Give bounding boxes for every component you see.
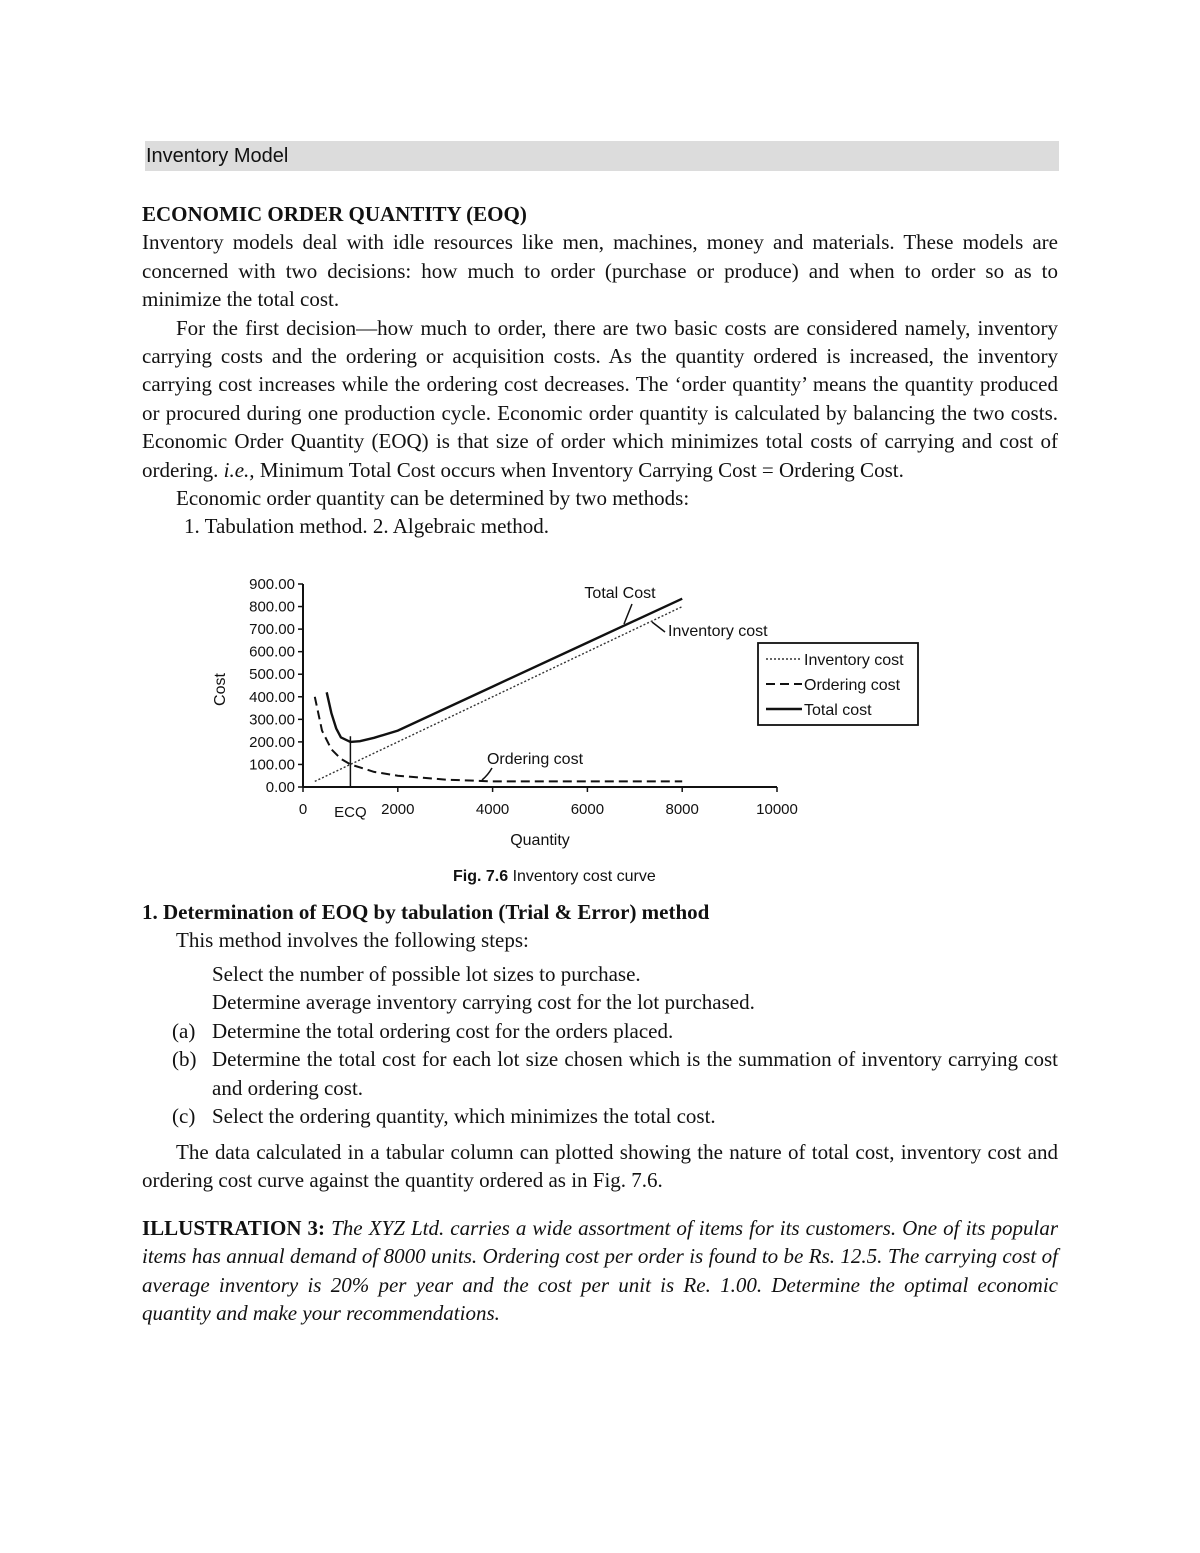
legend-entry: Inventory cost: [804, 652, 904, 669]
ecq-label: ECQ: [334, 804, 367, 821]
eoq-intro: [142, 200, 1058, 541]
step-marker: (b): [172, 1047, 197, 1072]
methods-list: 1. Tabulation method. 2. Algebraic method.: [184, 514, 549, 539]
method1-section: [142, 898, 1058, 955]
x-tick-label: 10000: [756, 801, 798, 818]
figure-caption: [453, 868, 656, 886]
illustration-text: The XYZ Ltd. carries a wide assortment of items for its customers. One of its popular items has annual demand of 8000 units. Ordering cost per order is found to be Rs. 12.5. The carrying cost of average inventory is 20% per year and the cost per unit is Re. 1.00. Determine the optimal economic quantity and make your recommendations.: [142, 1216, 1059, 1326]
step-item: [142, 1045, 1058, 1102]
paragraph-2-ie: i.e.,: [223, 457, 255, 482]
y-tick-label: 200.00: [249, 733, 295, 751]
annotation-inventory-cost-pointer: [652, 622, 665, 632]
step-text: Determine the total cost for each lot size chosen which is the summation of inventory carrying cost and ordering cost.: [212, 1047, 1058, 1100]
chart-legend: [758, 643, 918, 725]
figure-caption-label: Fig. 7.6: [453, 868, 509, 885]
annotation-total-cost-pointer: [624, 604, 632, 624]
y-tick-label: 100.00: [249, 756, 295, 774]
method1-steps: [142, 960, 1058, 1130]
paragraph-3: Economic order quantity can be determined by two methods:: [176, 486, 690, 511]
paragraph-2-part-a: For the first decision—how much to order, there are two basic costs are considered namely, inventory carrying costs and the ordering or acquisition costs. As the quantity ordered is increased, the inventory carrying cost increases while the ordering cost decreases. The ‘order quantity’ means the quantity produced or procured during one production cycle. Economic order quantity is calculated by balancing the two costs. Economic Order Quantity (EOQ) is that size of order which minimizes total costs of carrying and cost of ordering.: [142, 315, 1058, 482]
annotation-ordering-cost: Ordering cost: [486, 751, 584, 768]
paragraph-2-part-b: Minimum Total Cost occurs when Inventory Carrying Cost = Ordering Cost.: [254, 457, 904, 482]
y-tick-label: 800.00: [249, 598, 295, 616]
annotation-total-cost: Total Cost: [584, 585, 656, 602]
y-tick-label: 300.00: [249, 711, 295, 729]
y-axis-title: Cost: [212, 673, 229, 706]
annotation-ordering-cost-pointer: [482, 768, 492, 780]
x-tick-label: 4000: [475, 801, 510, 818]
x-axis-title: Quantity: [510, 832, 570, 849]
y-tick-label: 600.00: [249, 643, 295, 661]
y-tick-label: 700.00: [249, 621, 295, 639]
figure-caption-text: Inventory cost curve: [512, 868, 656, 885]
inventory-cost-chart: [200, 570, 960, 890]
annotation-inventory-cost: Inventory cost: [668, 623, 768, 640]
method1-closing-text: The data calculated in a tabular column can plotted showing the nature of total cost, inventory cost and ordering cost curve against the quantity ordered as in Fig. 7.6.: [142, 1140, 1058, 1193]
section-heading: ECONOMIC ORDER QUANTITY (EOQ): [142, 202, 527, 226]
step-text: Select the ordering quantity, which minimizes the total cost.: [212, 1104, 716, 1129]
method1-intro: This method involves the following steps:: [176, 928, 529, 953]
step-text: Determine average inventory carrying cost for the lot purchased.: [212, 990, 755, 1015]
method1-closing: [142, 1138, 1058, 1195]
y-tick-label: 400.00: [249, 688, 295, 706]
x-tick-label: 8000: [665, 801, 699, 818]
y-tick-label: 0.00: [265, 779, 295, 796]
x-tick-label: 0: [298, 801, 308, 818]
total-cost-series-line: [327, 599, 683, 742]
paragraph-1: Inventory models deal with idle resources like men, machines, money and materials. These models are concerned with two decisions: how much to order (purchase or produce) and when to order so as to minimize the total cost.: [142, 230, 1058, 312]
step-item: [142, 960, 1058, 988]
illustration-3: [142, 1214, 1058, 1328]
step-item: [142, 1102, 1058, 1130]
chart-annotations: [482, 585, 768, 780]
step-item: [142, 1017, 1058, 1045]
header-title: Inventory Model: [146, 145, 289, 167]
chart-svg: [200, 570, 960, 890]
step-marker: (c): [172, 1104, 196, 1129]
y-tick-label: 900.00: [249, 576, 295, 593]
legend-entry: Total cost: [804, 702, 872, 719]
legend-entry: Ordering cost: [804, 677, 901, 694]
paragraph-2: [142, 314, 1058, 484]
step-marker: (a): [172, 1018, 196, 1043]
y-tick-label: 500.00: [249, 666, 295, 684]
step-item: [142, 988, 1058, 1016]
x-tick-label: 2000: [381, 801, 415, 818]
section-header-bar: [145, 141, 1059, 171]
chart-axes: [212, 576, 798, 849]
step-text: Select the number of possible lot sizes to purchase.: [212, 962, 641, 986]
x-tick-label: 6000: [570, 801, 605, 818]
step-text: Determine the total ordering cost for the orders placed.: [212, 1018, 674, 1043]
illustration-label: ILLUSTRATION 3:: [142, 1216, 326, 1240]
method1-heading: 1. Determination of EOQ by tabulation (Trial & Error) method: [142, 900, 710, 924]
